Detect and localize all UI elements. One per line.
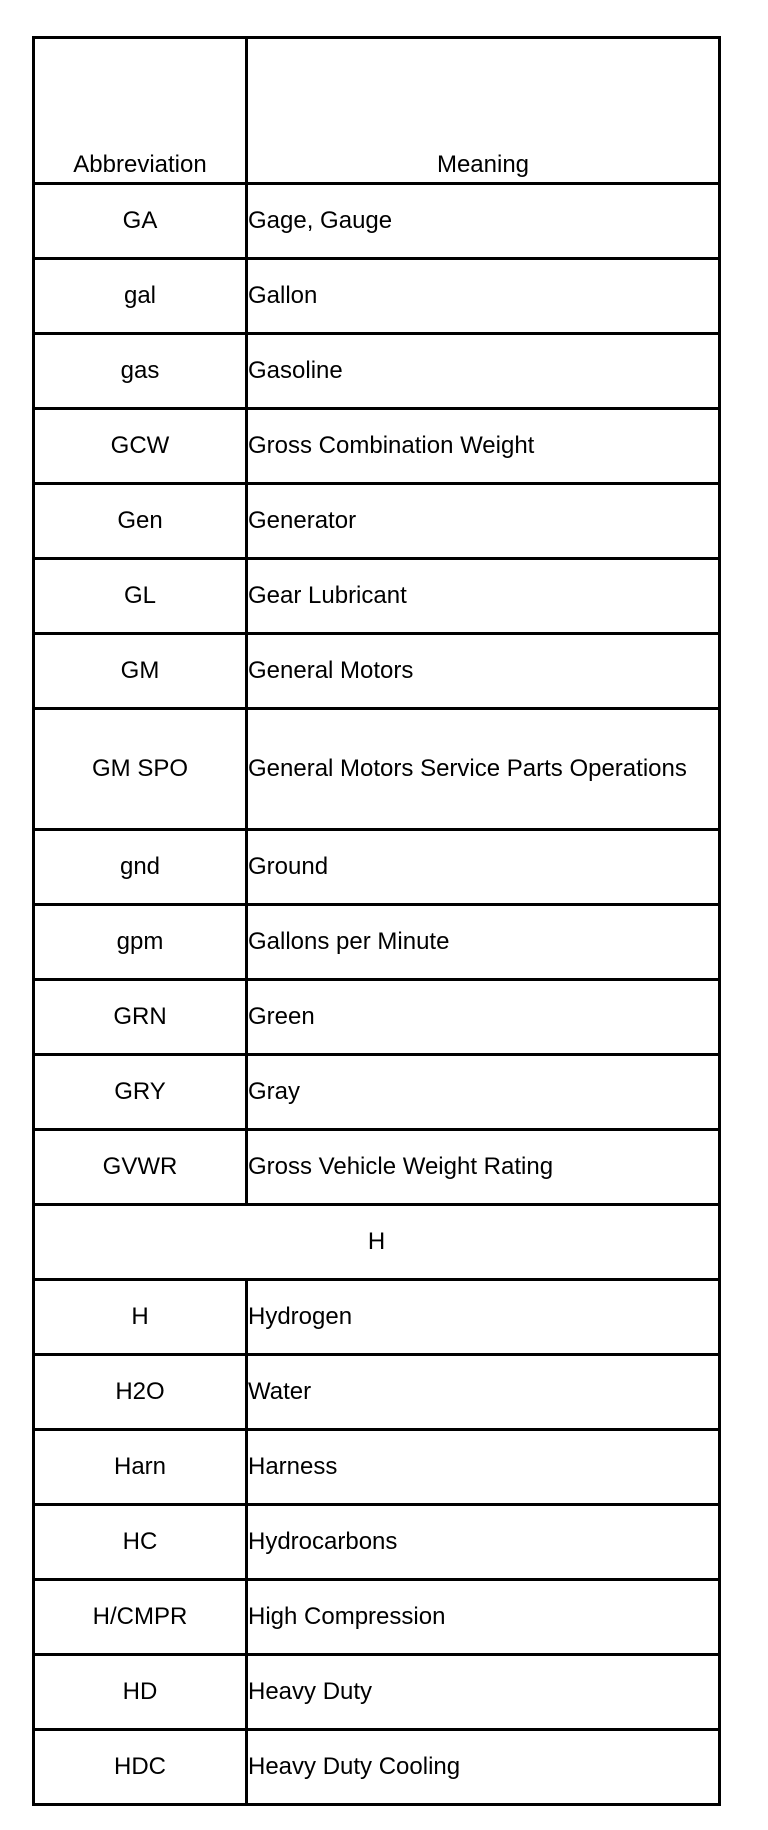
meaning-cell: General Motors: [247, 634, 720, 709]
header-abbreviation: Abbreviation: [34, 38, 247, 184]
abbreviation-cell: gpm: [34, 905, 247, 980]
meaning-cell: Gross Combination Weight: [247, 409, 720, 484]
meaning-cell: Hydrogen: [247, 1280, 720, 1355]
table-row: [34, 980, 720, 1055]
table-row: [34, 830, 720, 905]
table-row: [34, 1505, 720, 1580]
meaning-cell: Harness: [247, 1430, 720, 1505]
abbreviation-cell: GA: [34, 184, 247, 259]
meaning-cell: Gear Lubricant: [247, 559, 720, 634]
table-row: [34, 334, 720, 409]
table-row: [34, 905, 720, 980]
abbreviation-cell: Harn: [34, 1430, 247, 1505]
abbreviation-cell: GM: [34, 634, 247, 709]
table-row: [34, 1430, 720, 1505]
abbreviation-cell: H/CMPR: [34, 1580, 247, 1655]
meaning-cell: Heavy Duty: [247, 1655, 720, 1730]
table-row: [34, 1130, 720, 1205]
section-header-row: [34, 1205, 720, 1280]
meaning-cell: General Motors Service Parts Operations: [247, 709, 720, 830]
table-row: [34, 634, 720, 709]
meaning-cell: Heavy Duty Cooling: [247, 1730, 720, 1805]
table-row: [34, 559, 720, 634]
section-letter-h: H: [34, 1205, 720, 1280]
table-row: [34, 1055, 720, 1130]
abbreviation-cell: HDC: [34, 1730, 247, 1805]
meaning-cell: High Compression: [247, 1580, 720, 1655]
meaning-cell: Green: [247, 980, 720, 1055]
table-row: [34, 1655, 720, 1730]
table-row: [34, 184, 720, 259]
meaning-cell: Gage, Gauge: [247, 184, 720, 259]
abbreviation-cell: GRY: [34, 1055, 247, 1130]
meaning-cell: Gasoline: [247, 334, 720, 409]
abbreviation-cell: GRN: [34, 980, 247, 1055]
abbreviation-cell: H2O: [34, 1355, 247, 1430]
abbreviation-cell: GCW: [34, 409, 247, 484]
meaning-cell: Generator: [247, 484, 720, 559]
meaning-cell: Gray: [247, 1055, 720, 1130]
meaning-cell: Ground: [247, 830, 720, 905]
abbreviation-cell: GVWR: [34, 1130, 247, 1205]
abbreviation-cell: HD: [34, 1655, 247, 1730]
meaning-cell: Gallon: [247, 259, 720, 334]
table-header-row: [34, 38, 720, 184]
abbreviation-cell: GM SPO: [34, 709, 247, 830]
abbreviation-cell: gal: [34, 259, 247, 334]
abbreviation-cell: gas: [34, 334, 247, 409]
abbreviations-table: [32, 36, 721, 1806]
table-row: [34, 1355, 720, 1430]
meaning-cell: Gallons per Minute: [247, 905, 720, 980]
meaning-cell: Hydrocarbons: [247, 1505, 720, 1580]
header-meaning: Meaning: [247, 38, 720, 184]
meaning-cell: Water: [247, 1355, 720, 1430]
table-row: [34, 409, 720, 484]
abbreviation-cell: GL: [34, 559, 247, 634]
meaning-cell: Gross Vehicle Weight Rating: [247, 1130, 720, 1205]
abbreviation-cell: Gen: [34, 484, 247, 559]
table-row: [34, 1280, 720, 1355]
table-row: [34, 484, 720, 559]
table-row: [34, 1580, 720, 1655]
abbreviation-cell: H: [34, 1280, 247, 1355]
table-row: [34, 1730, 720, 1805]
abbreviation-cell: HC: [34, 1505, 247, 1580]
table-row: [34, 709, 720, 830]
table-row: [34, 259, 720, 334]
abbreviation-cell: gnd: [34, 830, 247, 905]
